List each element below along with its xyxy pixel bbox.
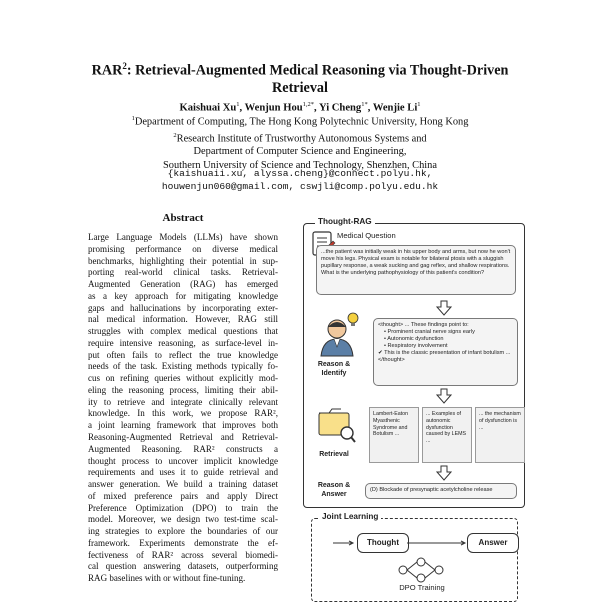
abstract-line: gaps and hallucinations by incorporating exter- bbox=[88, 302, 278, 313]
abstract-line: Augmented Reasoning. RAR² constructs a bbox=[88, 443, 278, 454]
abstract-line: cal question answering datasets, outperforming bbox=[88, 561, 278, 572]
abstract-line: answer generation. We build a training dataset bbox=[88, 479, 278, 490]
abstract-line: Augmented Generation (RAG) has emerged bbox=[88, 279, 278, 290]
question-bubble bbox=[316, 245, 516, 295]
abstract-line: knowledge. In this work, we propose RAR², bbox=[88, 408, 278, 419]
abstract-line: ing strategies to explore the boundaries of our bbox=[88, 526, 278, 537]
abstract-line: Large Language Models (LLMs) have shown bbox=[88, 232, 278, 242]
abstract-line: put often fails to reflect the true knowledge bbox=[88, 349, 278, 360]
thought-rag-label: Thought-RAG bbox=[315, 217, 375, 226]
abstract-line: eling the reasoning process, limiting their abil- bbox=[88, 384, 278, 395]
abstract-line: needs of the task. Existing methods typically fo- bbox=[88, 361, 278, 372]
arrow-down-icon bbox=[437, 466, 451, 480]
author-list: Kaishuai Xu$^1$, Wenjun Hou$^{1,2*}$, Yi Cheng$^{1*}$, Wenjie Li$^1$ bbox=[179, 101, 421, 114]
abstract-line: of mixed preference pairs and apply Direct bbox=[88, 490, 278, 501]
abstract-line: Reasoning-Augmented Retrieval and Retrieval- bbox=[88, 432, 278, 443]
thought-box: Thought bbox=[357, 533, 409, 553]
abstract-line: promising performance on diverse medical bbox=[88, 243, 278, 254]
arrow-right-icon bbox=[333, 541, 357, 545]
emails: {kaishuaii.xu, alyssa.cheng}@connect.polyu.hk, houwenjun060@gmail.com, cswjli@comp.polyu.edu.hk bbox=[161, 168, 439, 192]
method-figure bbox=[303, 215, 523, 600]
affiliations: $^1$Department of Computing, The Hong Kong Polytechnic University, Hong Kong $^2$Research Institute of Trustworthy Autonomous Systems and Department of Computer Science and Engineering, Southern University of Science and Technology, Shenzhen, China bbox=[131, 115, 469, 171]
abstract-line: require intensive reasoning, as surface-level in- bbox=[88, 337, 278, 348]
retrieved-doc: ... the mechanism of dysfunction is ... bbox=[475, 407, 525, 463]
abstract-line: a joint learning framework that improves both bbox=[88, 420, 278, 431]
reason-answer-label: Reason & Answer bbox=[317, 482, 351, 498]
joint-learning-label: Joint Learning bbox=[319, 512, 381, 521]
author: Yi Cheng bbox=[318, 102, 362, 114]
answer-box: Answer bbox=[467, 533, 519, 553]
abstract-line: as a key approach for mitigating knowledge bbox=[88, 290, 278, 301]
abstract-heading: Abstract bbox=[162, 212, 204, 224]
abstract-line: struggles with complex medical questions that bbox=[88, 326, 278, 337]
abstract-line: benchmarks, highlighting their potential in sup- bbox=[88, 255, 278, 266]
abstract-line: fectiveness of RAR² across several biomedi- bbox=[88, 549, 278, 560]
abstract-line: nal medical information. However, RAG still bbox=[88, 314, 278, 325]
abstract-line: RAG baselines with or without fine-tuning. bbox=[88, 573, 246, 584]
arrow-down-icon bbox=[437, 301, 451, 315]
retrieval-label: Retrieval bbox=[319, 451, 349, 458]
abstract-line: requirements and uses it to guide retrieval and bbox=[88, 467, 278, 478]
thinking-icon bbox=[345, 311, 361, 329]
abstract-line: porting real-world clinical tasks. Retrieval- bbox=[88, 267, 278, 278]
retrieved-doc: ... Examples of autonomic dysfunction caused by LEMS ... bbox=[422, 407, 472, 463]
author: Wenjie Li bbox=[372, 102, 418, 114]
paper-title: RAR$^2$: Retrieval-Augmented Medical Reasoning via Thought-Driven Retrieval bbox=[91, 61, 509, 96]
medical-question-label: Medical Question bbox=[337, 231, 396, 240]
abstract-line: thought process to uncover implicit knowledge bbox=[88, 455, 278, 466]
arrow-right-icon bbox=[407, 541, 467, 545]
arrow-down-icon bbox=[437, 389, 451, 403]
retrieved-doc: Lambert-Eaton Myasthenic Syndrome and Botulism ... bbox=[369, 407, 419, 463]
neural-net-icon bbox=[395, 555, 447, 585]
author: Wenjun Hou bbox=[244, 102, 303, 114]
abstract-line: framework. Experiments demonstrate the ef- bbox=[88, 537, 278, 548]
abstract-line: model. Moreover, we design two test-time scal- bbox=[88, 514, 278, 525]
author: Kaishuai Xu bbox=[179, 102, 237, 114]
reason-identify-label: Reason & Identify bbox=[317, 361, 351, 377]
folder-icon bbox=[317, 405, 357, 445]
abstract-line: cus on refining queries without explicitly mod- bbox=[88, 373, 278, 384]
abstract-line: ity to retrieve and integrate clinically relevant bbox=[88, 396, 278, 407]
abstract-line: Preference Optimization (DPO) to train the bbox=[88, 502, 278, 513]
dpo-training-label: DPO Training bbox=[399, 583, 445, 592]
answer-bubble: (D) Blockade of presynaptic acetylcholine release bbox=[365, 483, 517, 499]
abstract-body bbox=[88, 232, 278, 585]
thought-bubble: <thought> ... These findings point to: • Prominent cranial nerve signs early • Autonomic dysfunction • Respiratory involvement ✔ This is the classic presentation of infant botulism ... </thought> bbox=[373, 318, 518, 386]
question-text: ...the patient was initially weak in his upper body and arms, but now he won't move his legs. Physical exam is notable for bilateral ptosis with a sluggish pupillary response, a weak sucking and gag reflex, and shallow respirations. What is the underlying pathophysiology of this patient's condition? bbox=[321, 249, 511, 277]
